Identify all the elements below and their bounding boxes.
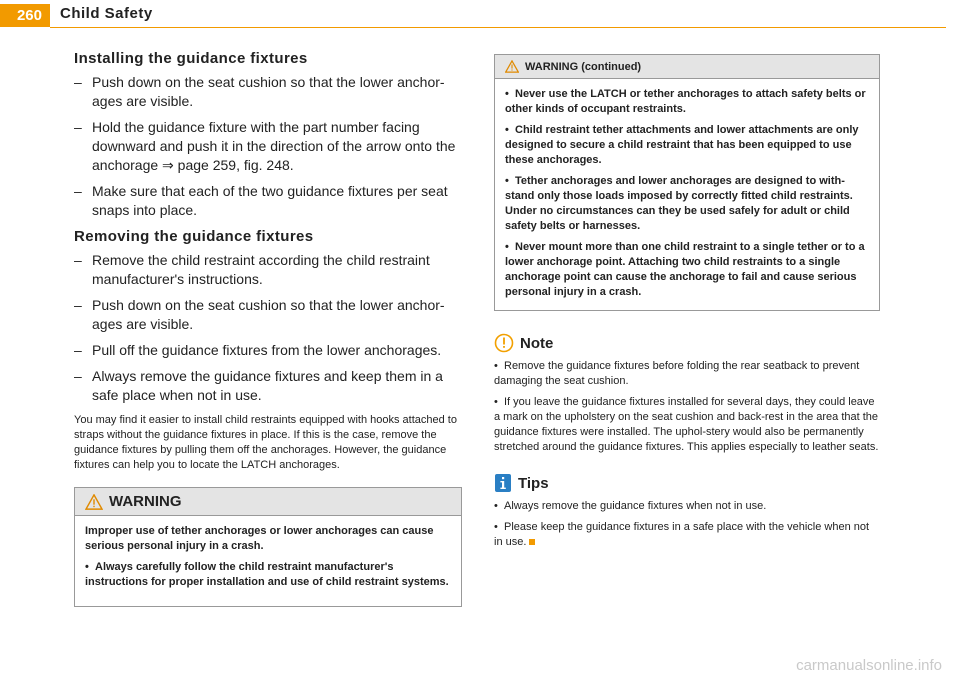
page-number: 260	[0, 4, 50, 27]
remove-heading: Removing the guidance fixtures	[74, 228, 314, 245]
info-icon	[494, 473, 512, 493]
warning-bullet: • Never use the LATCH or tether anchorages to attach safety belts or other kinds of occupant restraints.	[505, 88, 866, 115]
section-end-marker	[529, 539, 535, 545]
tips-item: • Always remove the guidance fixtures when not in use.	[494, 500, 767, 512]
left-column	[74, 50, 462, 607]
list-item: – Push down on the seat cushion so that the lower anchor-ages are visible.	[74, 296, 462, 334]
note-exclamation-icon	[494, 333, 514, 353]
warning-bullet: • Always carefully follow the child restraint manufacturer's instructions for proper installation and use of child restraint systems.	[85, 561, 449, 588]
page-header	[0, 0, 960, 30]
warning-bullet: • Never mount more than one child restraint to a single tether or to a lower anchorage point. Attaching two child restraints to a single anchorage point can cause the anchorage to fail and cause serious personal injury in a crash.	[505, 241, 865, 298]
note-item-text: If you leave the guidance fixtures installed for several days, they could leave a mark on the upholstery on the seat cushion and back-rest in the area that the guidance fixtures were installed. The uphol-stery would also be permanently stretched around the guidance fixtures. This applies especially to leather seats.	[494, 396, 879, 453]
warning-continued-title: WARNING (continued)	[525, 60, 642, 73]
list-item: – Always remove the guidance fixtures and keep them in a safe place when not in use.	[74, 367, 462, 405]
list-item: – Hold the guidance fixture with the part number facing downward and push it in the direction of the arrow onto the anchorage ⇒ page 259, fig. 248.	[74, 118, 462, 175]
warning-box	[74, 487, 462, 607]
warning-title: WARNING	[109, 493, 182, 510]
note-item: • Remove the guidance fixtures before folding the rear seatback to prevent damaging the seat cushion.	[494, 360, 860, 387]
note-item: • If you leave the guidance fixtures installed for several days, they could leave a mark on the upholstery on the seat cushion and back-rest in the area that the guidance fixtures were installed. The uphol-stery would also be permanently stretched around the guidance fixtures. This applies especially to leather seats.	[494, 396, 879, 453]
chapter-title: Child Safety	[60, 5, 153, 22]
warning-continued-box	[494, 54, 880, 311]
warning-bullet-text: Never use the LATCH or tether anchorages to attach safety belts or other kinds of occupant restraints.	[505, 88, 866, 115]
watermark: carmanualsonline.info	[796, 657, 942, 674]
warning-bullet-text: Always carefully follow the child restraint manufacturer's instructions for proper installation and use of child restraint systems.	[85, 561, 449, 588]
right-column	[494, 50, 880, 556]
list-item: – Pull off the guidance fixtures from the lower anchorages.	[74, 341, 462, 360]
warning-intro: Improper use of tether anchorages or lower anchorages can cause serious personal injury in a crash.	[85, 525, 434, 552]
list-item: – Push down on the seat cushion so that the lower anchor-ages are visible.	[74, 73, 462, 111]
warning-bullet: • Child restraint tether attachments and lower attachments are only designed to secure a child restraint that has been equipped to use these anchorages.	[505, 124, 859, 166]
tips-item-text: Please keep the guidance fixtures in a safe place with the vehicle when not in use.	[494, 521, 870, 548]
install-heading: Installing the guidance fixtures	[74, 50, 308, 67]
install-steps	[74, 73, 462, 220]
list-item: – Remove the child restraint according the child restraint manufacturer's instructions.	[74, 251, 462, 289]
header-rule	[50, 27, 946, 28]
note-item-text: Remove the guidance fixtures before folding the rear seatback to prevent damaging the seat cushion.	[494, 360, 860, 387]
remove-steps	[74, 251, 462, 405]
latch-paragraph: You may find it easier to install child restraints equipped with hooks attached to straps without the guidance fixtures in place. If this is the case, remove the guidance fixtures by pulling them off the anchorages. However, the guidance fixtures can help you to locate the LATCH anchorages.	[74, 414, 457, 471]
warning-header	[75, 488, 461, 516]
list-item: – Make sure that each of the two guidance fixtures per seat snaps into place.	[74, 182, 462, 220]
warning-triangle-icon	[505, 60, 519, 73]
warning-continued-body	[495, 79, 879, 310]
warning-continued-header	[495, 55, 879, 79]
warning-bullet-text: Tether anchorages and lower anchorages are designed to with-stand only those loads imposed by correctly fitted child restraints. Under no circumstances can they be used safely for adult or child safety belts or harnesses.	[505, 175, 853, 232]
tips-item: • Please keep the guidance fixtures in a safe place with the vehicle when not in use.	[494, 521, 870, 548]
tips-label: Tips	[518, 474, 549, 492]
tips-item-text: Always remove the guidance fixtures when not in use.	[504, 500, 767, 512]
warning-bullet: • Tether anchorages and lower anchorages are designed to with-stand only those loads imposed by correctly fitted child restraints. Under no circumstances can they be used safely for adult or child safety belts or harnesses.	[505, 175, 853, 232]
note-header	[494, 333, 880, 353]
note-label: Note	[520, 334, 554, 352]
warning-triangle-icon	[85, 494, 103, 510]
warning-body	[75, 516, 461, 606]
warning-bullet-text: Child restraint tether attachments and lower attachments are only designed to secure a child restraint that has been equipped to use these anchorages.	[505, 124, 859, 166]
tips-header	[494, 473, 880, 493]
warning-bullet-text: Never mount more than one child restraint to a single tether or to a lower anchorage point. Attaching two child restraints to a single anchorage point can cause the anchorage to fail and cause serious personal injury in a crash.	[505, 241, 865, 298]
